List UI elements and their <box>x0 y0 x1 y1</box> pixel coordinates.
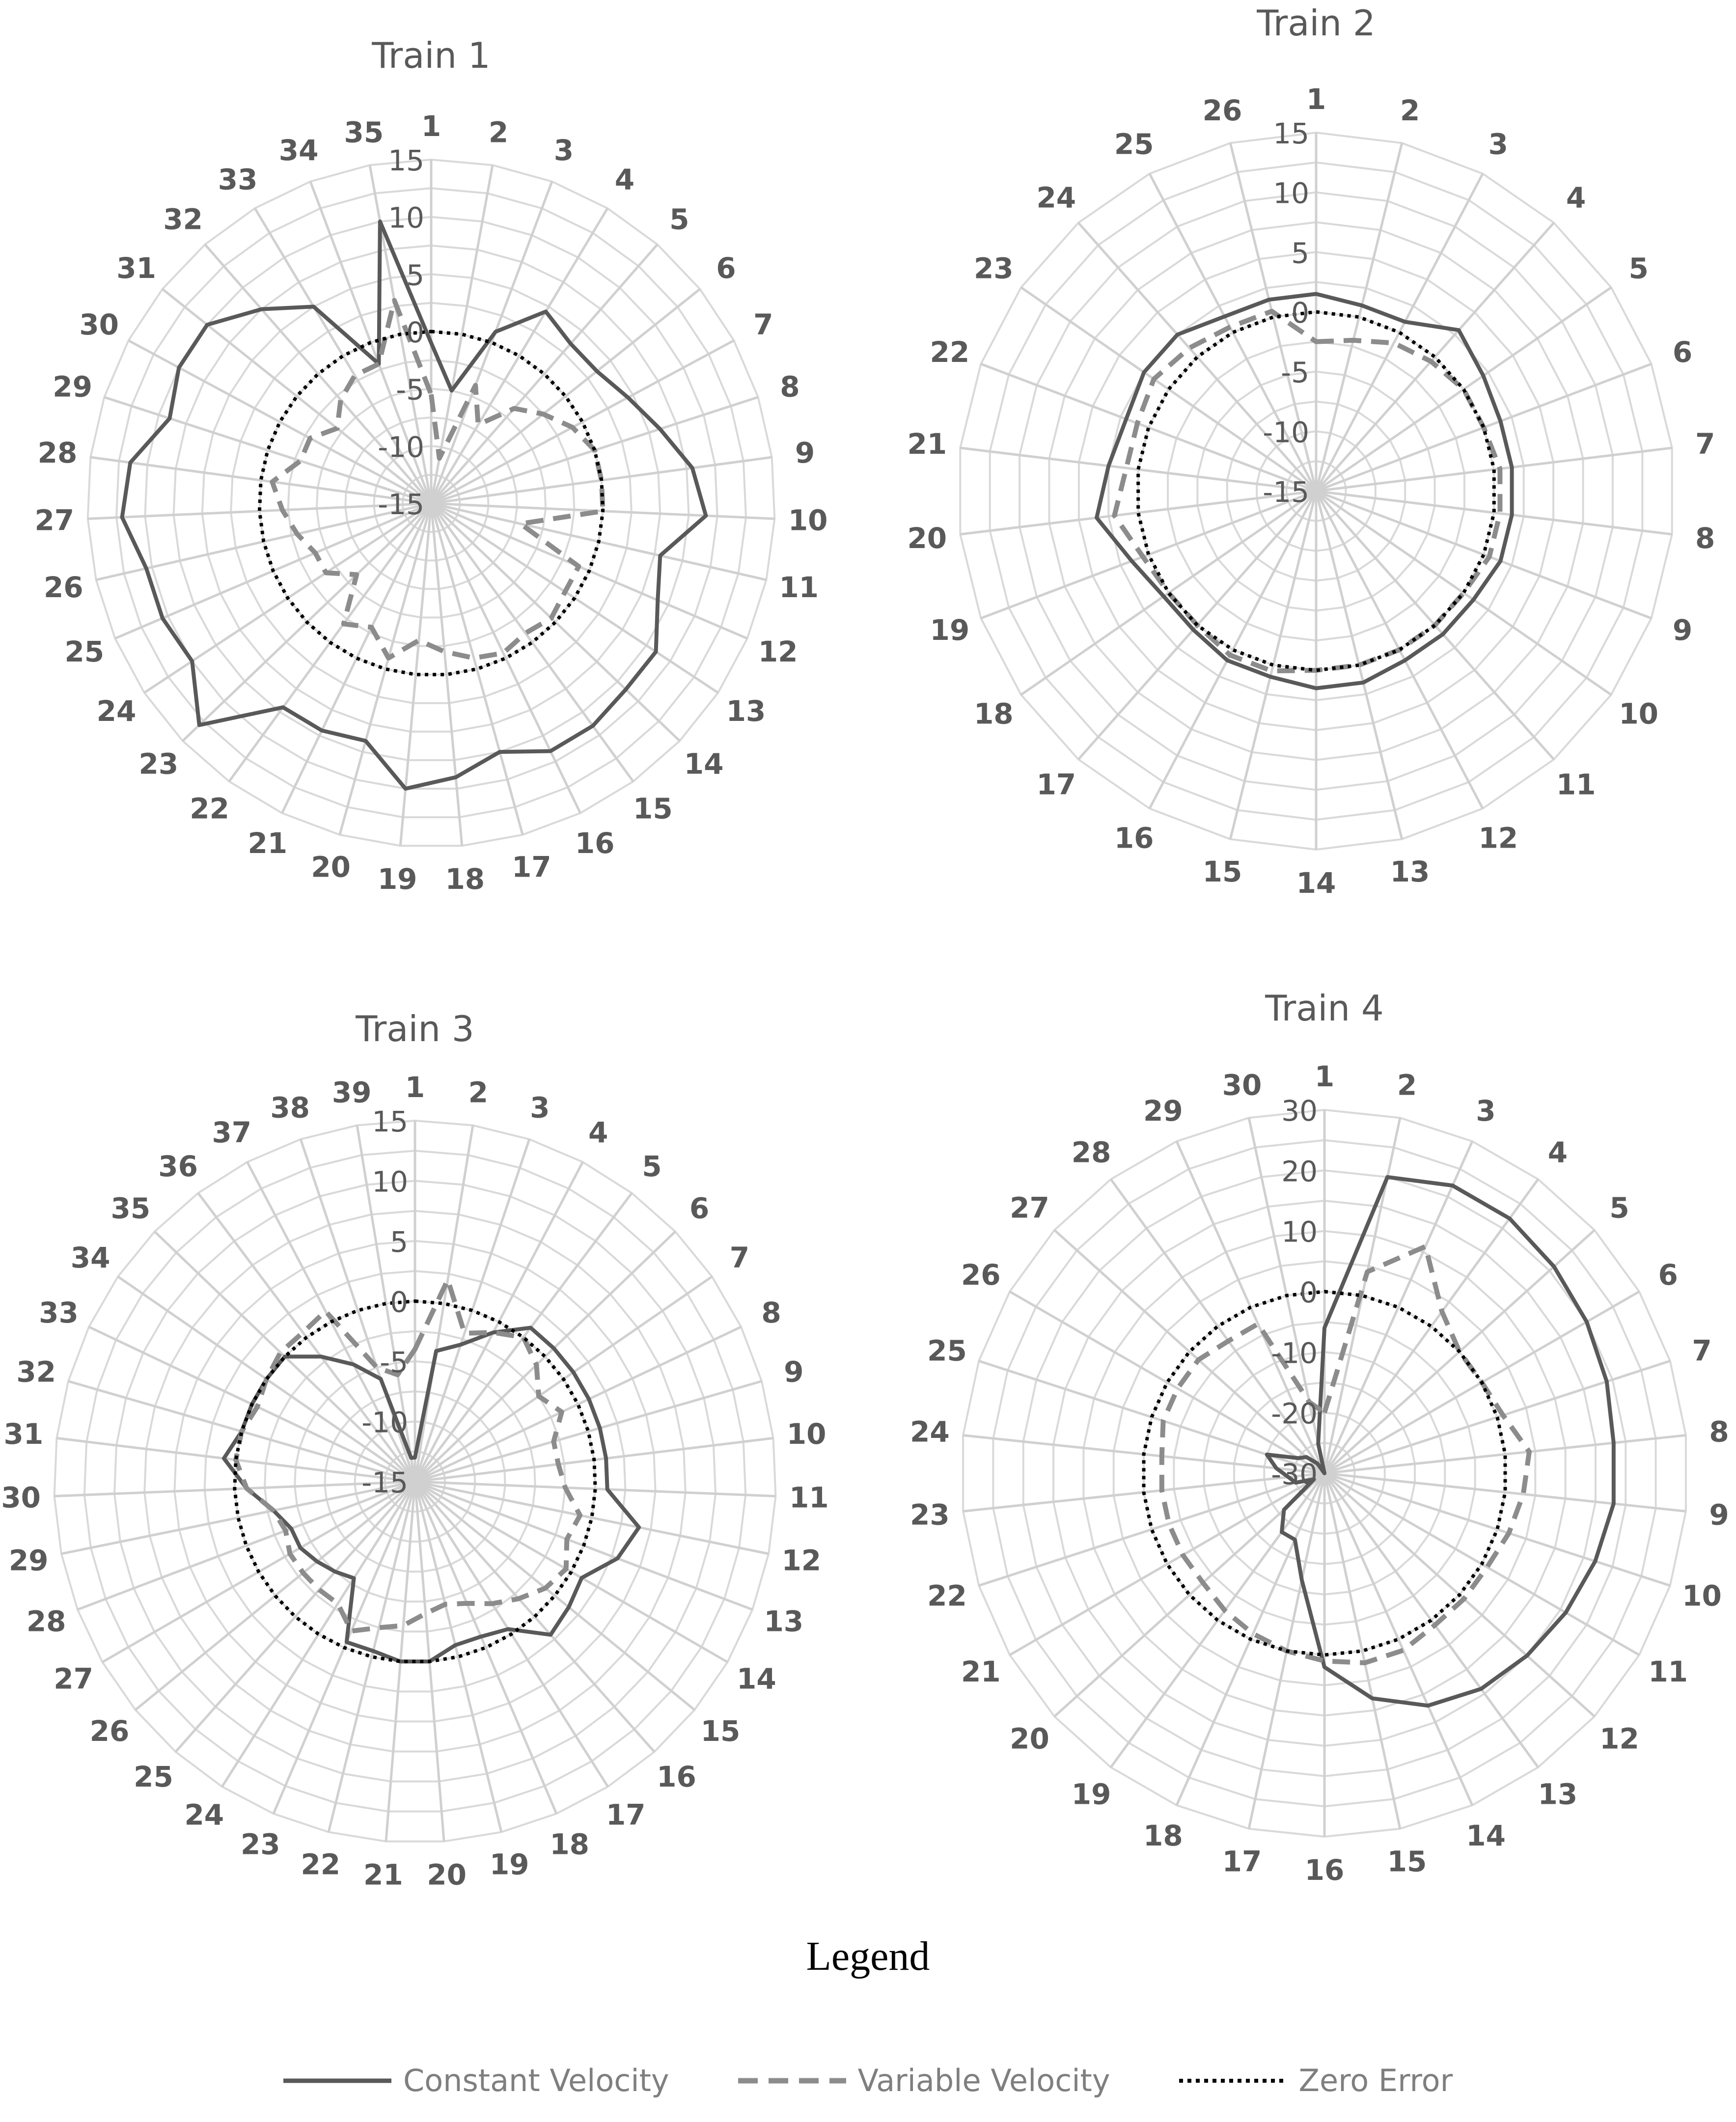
category-label: 3 <box>1476 1094 1496 1128</box>
category-label: 31 <box>3 1417 44 1451</box>
category-label: 1 <box>1306 83 1326 116</box>
legend-heading: Legend <box>806 1933 930 1979</box>
category-label: 23 <box>910 1498 950 1532</box>
category-label: 25 <box>927 1334 967 1368</box>
category-label: 25 <box>64 634 105 668</box>
category-label: 7 <box>1692 1334 1712 1368</box>
category-label: 7 <box>729 1240 750 1274</box>
category-label: 10 <box>1619 697 1659 731</box>
category-label: 13 <box>764 1604 804 1638</box>
category-label: 12 <box>781 1543 822 1577</box>
radial-tick-label: 0 <box>406 316 424 349</box>
category-label: 16 <box>575 826 615 860</box>
category-label: 1 <box>421 110 441 143</box>
radar-chart-3 <box>1 1008 828 1891</box>
category-label: 29 <box>1143 1094 1183 1128</box>
category-label: 7 <box>753 308 773 342</box>
category-label: 25 <box>1114 127 1154 161</box>
category-label: 14 <box>737 1662 776 1696</box>
radial-tick-label: -15 <box>1263 475 1309 509</box>
radar-chart-4 <box>910 988 1729 1887</box>
category-label: 24 <box>96 694 137 728</box>
category-label: 18 <box>550 1827 590 1861</box>
category-label: 14 <box>1466 1819 1506 1853</box>
category-label: 17 <box>606 1798 646 1832</box>
category-label: 29 <box>8 1543 49 1577</box>
category-label: 6 <box>1672 335 1693 369</box>
category-label: 10 <box>786 1417 827 1451</box>
category-label: 32 <box>16 1355 56 1389</box>
category-label: 14 <box>1296 866 1336 900</box>
category-label: 3 <box>1488 127 1508 161</box>
grid-spoke <box>1324 1473 1472 1805</box>
category-label: 32 <box>163 202 203 236</box>
grid-spoke <box>415 1193 632 1482</box>
chart-title: Train 2 <box>1257 2 1376 44</box>
category-label: 6 <box>716 251 736 285</box>
radial-tick-label: -30 <box>1271 1458 1318 1491</box>
category-label: 3 <box>553 134 574 167</box>
category-label: 19 <box>377 862 417 896</box>
category-label: 23 <box>138 747 179 781</box>
category-label: 8 <box>1709 1415 1729 1449</box>
radial-tick-label: 15 <box>1273 117 1309 150</box>
category-label: 21 <box>363 1858 403 1892</box>
radial-tick-label: 10 <box>1273 176 1309 210</box>
category-label: 16 <box>657 1760 696 1794</box>
category-label: 25 <box>134 1760 173 1794</box>
category-label: 2 <box>1400 94 1420 128</box>
category-label: 27 <box>1010 1191 1049 1225</box>
radial-tick-label: 15 <box>372 1105 408 1138</box>
chart-title: Train 4 <box>1265 988 1384 1029</box>
radial-tick-label: 10 <box>1281 1215 1318 1249</box>
category-label: 19 <box>489 1847 529 1881</box>
dashed-line-swatch <box>738 2071 846 2091</box>
category-label: 39 <box>331 1075 372 1109</box>
category-label: 9 <box>795 436 815 469</box>
category-label: 26 <box>961 1258 1001 1292</box>
category-label: 18 <box>973 697 1014 731</box>
category-label: 17 <box>1036 768 1076 801</box>
category-label: 4 <box>614 163 635 196</box>
radial-tick-label: 5 <box>390 1225 408 1259</box>
legend-item-constant-velocity <box>283 2063 669 2098</box>
radial-tick-label: 30 <box>1281 1094 1318 1128</box>
category-label: 17 <box>1222 1845 1262 1878</box>
category-label: 28 <box>37 436 78 469</box>
category-label: 22 <box>927 1579 967 1613</box>
radial-tick-label: 15 <box>388 144 424 177</box>
legend-label: Zero Error <box>1298 2063 1453 2098</box>
radial-tick-label: -15 <box>361 1466 408 1499</box>
category-label: 26 <box>43 570 83 604</box>
category-label: 20 <box>1010 1722 1049 1756</box>
radial-tick-label: -10 <box>361 1405 408 1439</box>
category-label: 15 <box>700 1714 741 1748</box>
category-label: 2 <box>488 115 509 149</box>
category-label: 19 <box>1071 1777 1111 1811</box>
radial-tick-label: -5 <box>396 373 424 407</box>
radar-chart-1 <box>34 35 827 896</box>
category-label: 37 <box>212 1116 252 1149</box>
solid-line-swatch <box>283 2071 391 2091</box>
radial-tick-label: -10 <box>378 430 424 464</box>
category-label: 28 <box>26 1604 66 1638</box>
radial-tick-label: -20 <box>1271 1397 1318 1431</box>
radial-tick-label: 10 <box>372 1165 408 1199</box>
radial-tick-label: 10 <box>388 201 424 235</box>
category-label: 26 <box>89 1714 130 1748</box>
category-label: 9 <box>784 1355 804 1389</box>
chart-title: Train 1 <box>372 35 491 76</box>
category-label: 34 <box>70 1240 110 1274</box>
category-label: 8 <box>1695 522 1715 555</box>
category-label: 3 <box>530 1091 550 1125</box>
category-label: 33 <box>218 163 258 196</box>
category-label: 35 <box>344 115 384 149</box>
category-label: 12 <box>1599 1722 1639 1756</box>
category-label: 6 <box>1658 1258 1678 1292</box>
category-label: 24 <box>910 1415 950 1449</box>
category-label: 27 <box>54 1662 93 1696</box>
category-label: 16 <box>1304 1853 1345 1887</box>
chart-title: Train 3 <box>356 1008 474 1049</box>
category-label: 20 <box>427 1858 467 1892</box>
category-label: 27 <box>34 503 75 537</box>
radar-chart-2 <box>907 2 1715 900</box>
category-label: 2 <box>1397 1068 1417 1102</box>
radial-tick-label: 0 <box>1291 296 1309 330</box>
category-label: 10 <box>1682 1579 1722 1613</box>
category-label: 38 <box>270 1091 310 1125</box>
radial-tick-label: 0 <box>390 1285 408 1319</box>
radial-tick-label: -5 <box>1281 356 1309 389</box>
category-label: 1 <box>405 1071 425 1104</box>
category-label: 11 <box>1648 1655 1688 1688</box>
category-label: 5 <box>1628 251 1649 285</box>
radial-tick-label: -10 <box>1263 415 1309 449</box>
category-label: 15 <box>633 792 673 826</box>
category-label: 22 <box>301 1847 341 1881</box>
category-label: 29 <box>53 370 92 404</box>
category-label: 33 <box>39 1295 79 1329</box>
category-label: 10 <box>788 503 828 537</box>
radial-tick-label: 5 <box>1291 236 1309 270</box>
legend-item-variable-velocity <box>738 2063 1110 2098</box>
category-label: 22 <box>930 335 970 369</box>
category-label: 21 <box>961 1655 1001 1688</box>
category-label: 11 <box>1556 768 1596 801</box>
legend-label: Variable Velocity <box>857 2063 1110 2098</box>
category-label: 4 <box>1547 1135 1568 1169</box>
radial-tick-label: 5 <box>406 258 424 292</box>
radial-tick-label: -10 <box>1271 1336 1318 1370</box>
category-label: 19 <box>930 613 970 647</box>
legend-item-zero-error <box>1179 2063 1453 2098</box>
category-label: 20 <box>311 850 351 884</box>
category-label: 5 <box>1609 1191 1629 1225</box>
category-label: 34 <box>278 134 319 167</box>
category-label: 23 <box>240 1827 280 1861</box>
category-label: 21 <box>248 826 288 860</box>
category-label: 23 <box>973 251 1014 285</box>
category-label: 28 <box>1071 1135 1111 1169</box>
category-label: 22 <box>190 792 229 826</box>
category-label: 2 <box>468 1075 488 1109</box>
category-label: 4 <box>588 1116 608 1149</box>
radial-tick-label: -5 <box>380 1346 408 1379</box>
category-label: 1 <box>1314 1060 1335 1093</box>
legend-label: Constant Velocity <box>403 2063 669 2098</box>
radial-tick-label: 20 <box>1281 1155 1318 1188</box>
category-label: 24 <box>1036 181 1076 215</box>
category-label: 5 <box>642 1150 662 1183</box>
category-label: 4 <box>1566 181 1586 215</box>
radial-tick-label: -15 <box>378 488 424 521</box>
category-label: 24 <box>184 1798 224 1832</box>
category-label: 12 <box>758 634 798 668</box>
legend <box>0 2063 1736 2098</box>
category-label: 9 <box>1709 1498 1729 1532</box>
category-label: 36 <box>158 1150 198 1183</box>
category-label: 11 <box>789 1481 829 1515</box>
category-label: 20 <box>907 522 947 555</box>
category-label: 16 <box>1114 821 1154 855</box>
category-label: 21 <box>907 427 947 461</box>
grid-spoke <box>1324 1141 1472 1473</box>
category-label: 15 <box>1202 854 1242 888</box>
category-label: 7 <box>1695 427 1715 461</box>
grid-spoke <box>431 503 680 741</box>
category-label: 9 <box>1672 613 1693 647</box>
category-label: 18 <box>445 862 485 896</box>
category-label: 6 <box>689 1191 710 1225</box>
category-label: 18 <box>1143 1819 1183 1853</box>
category-label: 8 <box>780 370 800 404</box>
category-label: 30 <box>79 308 119 342</box>
category-label: 30 <box>1222 1068 1262 1102</box>
dotted-line-swatch <box>1179 2071 1287 2091</box>
grid-spoke <box>1324 1473 1670 1586</box>
category-label: 15 <box>1387 1845 1427 1878</box>
category-label: 35 <box>110 1191 151 1225</box>
category-label: 8 <box>761 1295 781 1329</box>
category-label: 17 <box>511 850 551 884</box>
category-label: 14 <box>684 747 724 781</box>
radial-tick-label: 0 <box>1299 1276 1318 1309</box>
category-label: 13 <box>726 694 766 728</box>
category-label: 13 <box>1390 854 1430 888</box>
category-label: 13 <box>1538 1777 1578 1811</box>
grid-spoke <box>129 340 431 503</box>
category-label: 5 <box>669 202 689 236</box>
category-label: 31 <box>116 251 156 285</box>
category-label: 11 <box>779 570 819 604</box>
category-label: 12 <box>1478 821 1518 855</box>
category-label: 30 <box>1 1481 41 1515</box>
category-label: 26 <box>1202 94 1242 128</box>
